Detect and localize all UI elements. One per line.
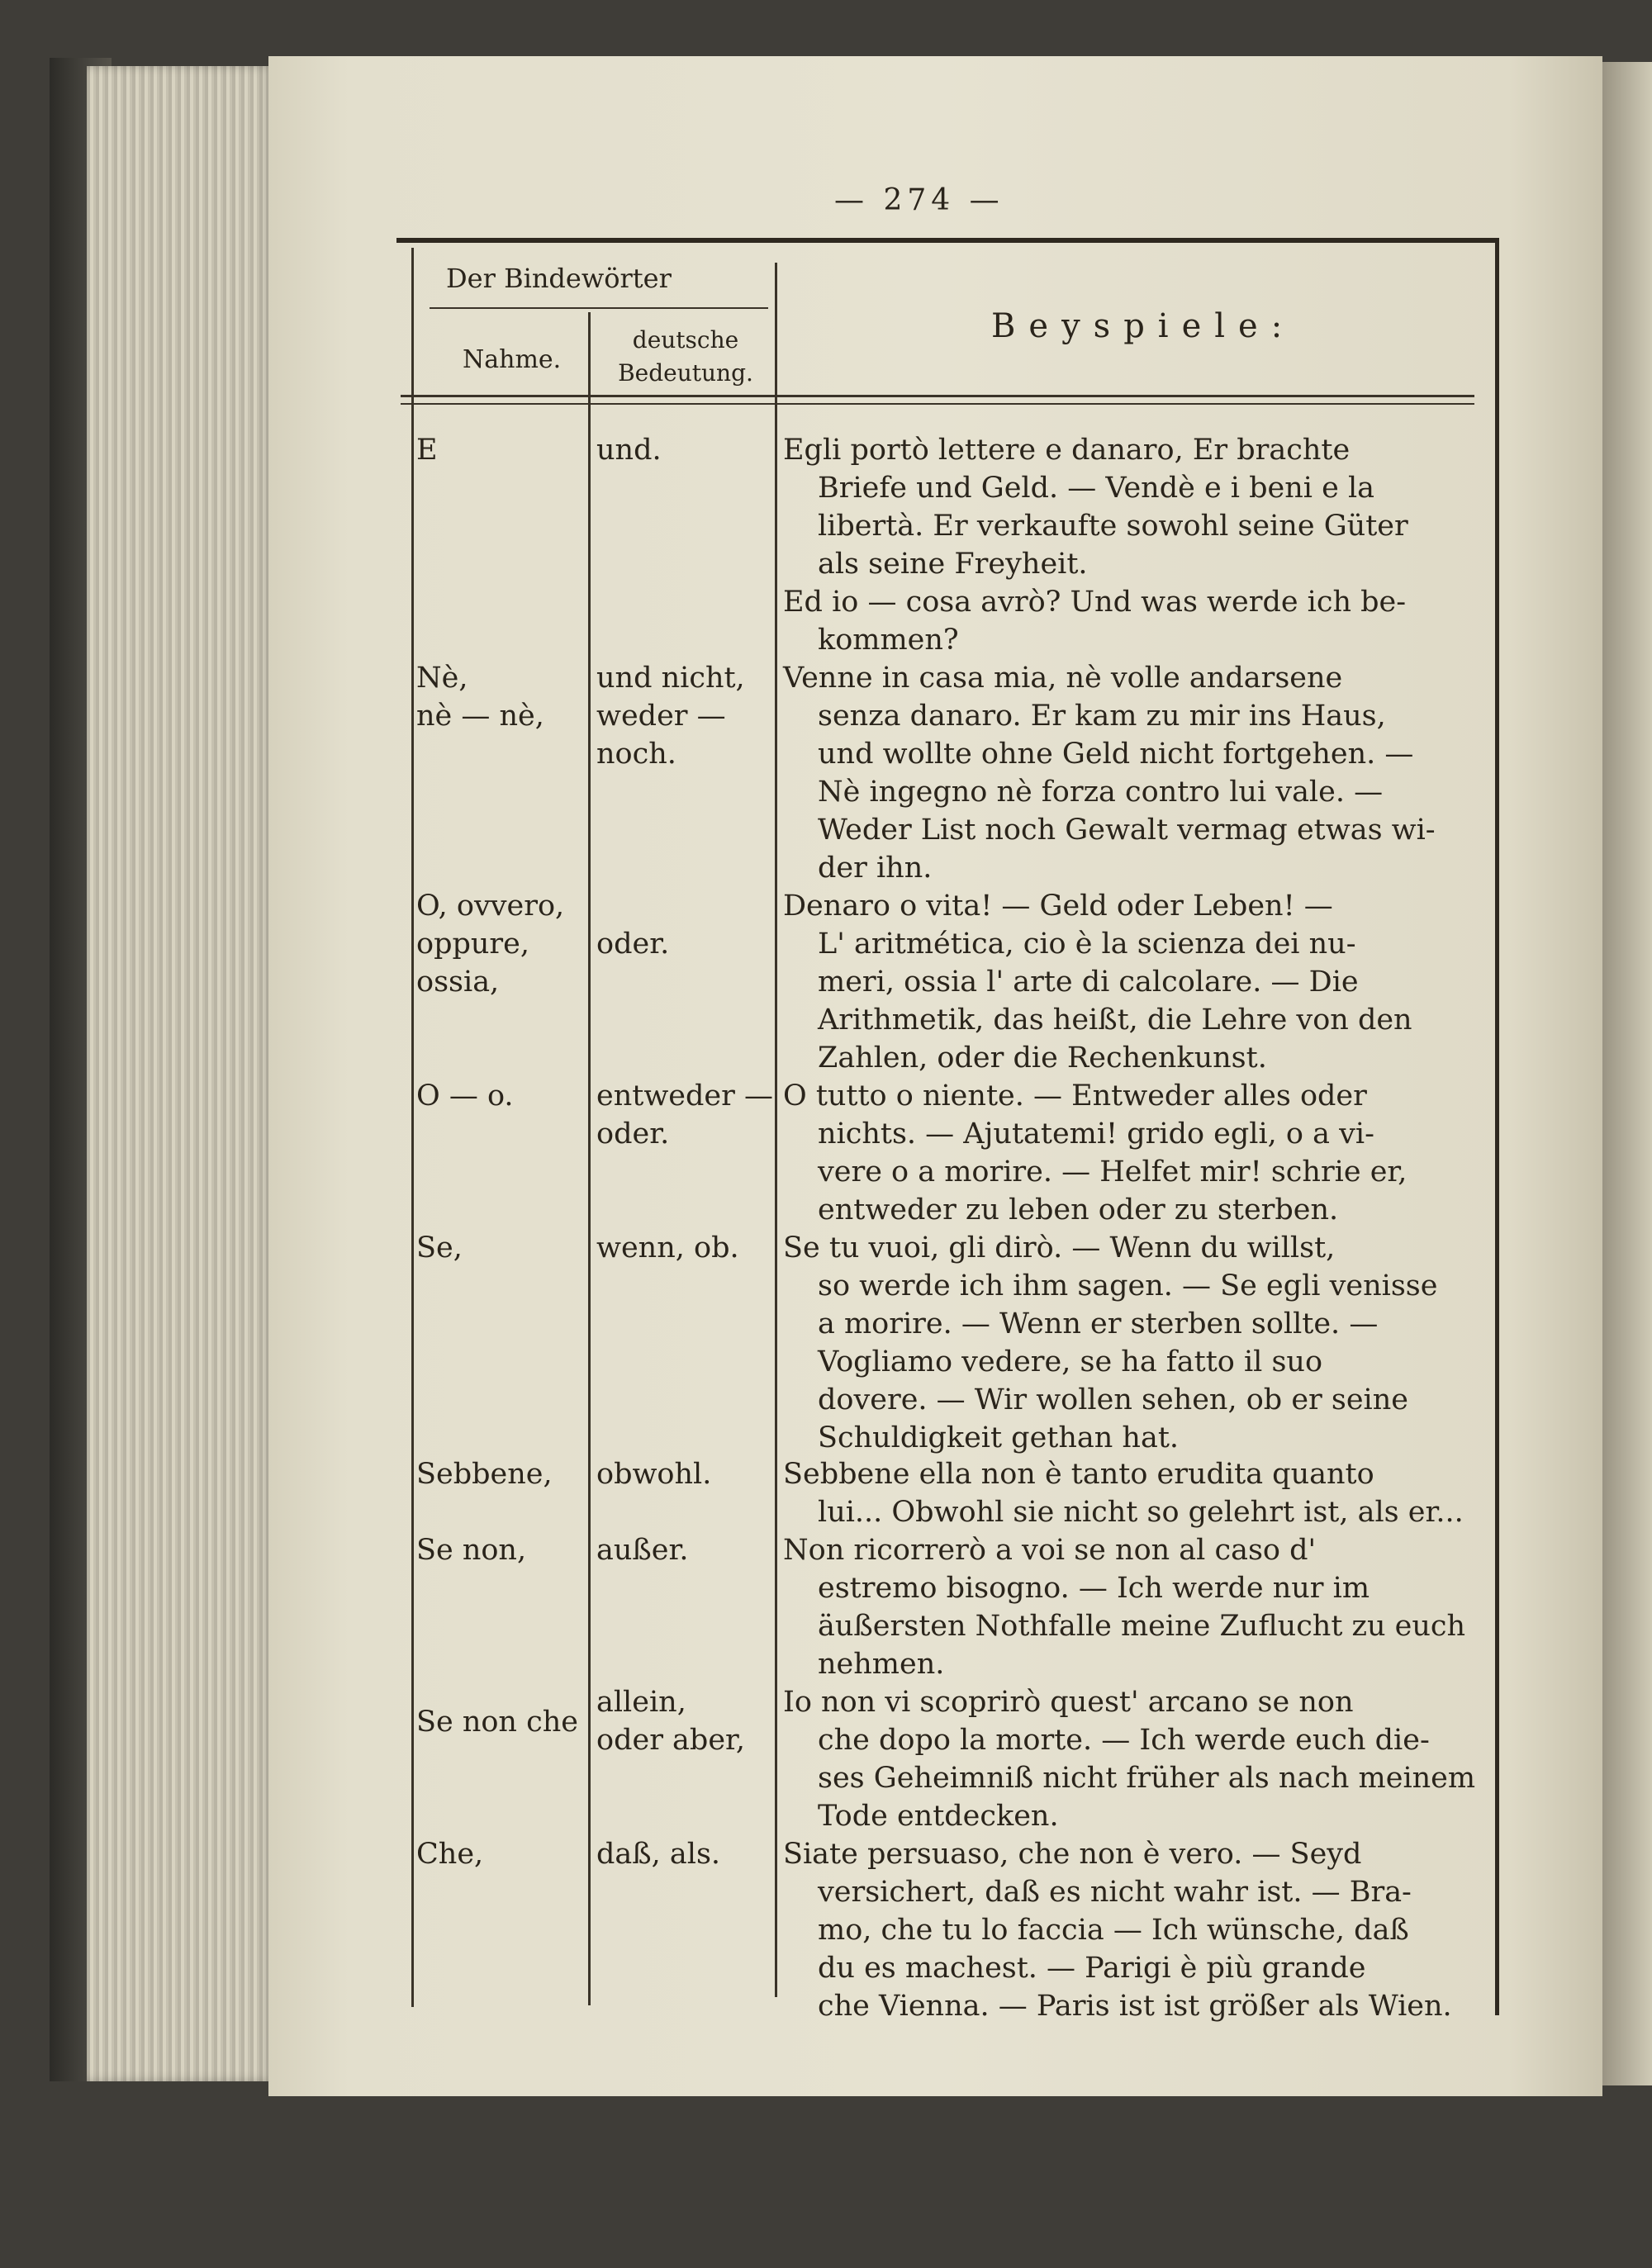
- row-examples: [783, 659, 1436, 887]
- example-line: so werde ich ihm sagen. — Se egli venisse: [818, 1269, 1438, 1302]
- example-line: Weder List noch Gewalt vermag etwas wi-: [818, 814, 1436, 847]
- example-line: Arithmetik, das heißt, die Lehre von den: [818, 1004, 1412, 1037]
- row-examples: [783, 431, 1408, 659]
- row-name-line: E: [416, 434, 438, 467]
- header-group-rule: [430, 307, 768, 309]
- row-meaning: [596, 1683, 745, 1759]
- row-examples: [783, 1455, 1464, 1531]
- row-meaning-line: allein,: [596, 1686, 686, 1719]
- row-meaning: [596, 431, 662, 469]
- column-rule-meaning: [775, 263, 777, 1997]
- row-meaning-line: oder aber,: [596, 1724, 746, 1757]
- row-name: [416, 1703, 578, 1741]
- row-examples: [783, 1683, 1475, 1835]
- example-line: Se tu vuoi, gli dirò. — Wenn du willst,: [783, 1231, 1336, 1264]
- row-meaning: [596, 1455, 711, 1493]
- example-line: Siate persuaso, che non è vero. — Seyd: [783, 1838, 1362, 1871]
- row-name-line: Se non,: [416, 1534, 527, 1567]
- example-line: senza danaro. Er kam zu mir ins Haus,: [818, 700, 1386, 733]
- example-line: che Vienna. — Paris ist ist größer als Wien.: [818, 1990, 1452, 2023]
- example-line: Ed io — cosa avrò? Und was werde ich be-: [783, 586, 1407, 619]
- example-line: Tode entdecken.: [818, 1800, 1059, 1833]
- row-examples: [783, 1077, 1407, 1229]
- example-line: Io non vi scoprirò quest' arcano se non: [783, 1686, 1354, 1719]
- row-name: [416, 1077, 514, 1115]
- row-name-line: Nè,: [416, 662, 468, 695]
- row-name: [416, 659, 544, 735]
- row-meaning-line: wenn, ob.: [596, 1231, 739, 1264]
- example-line: Briefe und Geld. — Vendè e i beni e la: [818, 472, 1375, 505]
- example-line: Sebbene ella non è tanto erudita quanto: [783, 1458, 1374, 1491]
- row-examples: [783, 887, 1412, 1077]
- example-line: und wollte ohne Geld nicht fortgehen. —: [818, 738, 1414, 771]
- example-line: Denaro o vita! — Geld oder Leben! —: [783, 890, 1333, 923]
- row-name: [416, 431, 438, 469]
- header-col-examples: Beyspiele:: [991, 307, 1296, 345]
- column-rule-name: [588, 312, 591, 2005]
- example-line: libertà. Er verkaufte sowohl seine Güter: [818, 510, 1408, 543]
- example-line: Nè ingegno nè forza contro lui vale. —: [818, 776, 1384, 809]
- row-meaning-line: außer.: [596, 1534, 689, 1567]
- example-line: Venne in casa mia, nè volle andarsene: [783, 662, 1343, 695]
- example-line: vere o a morire. — Helfet mir! schrie er,: [818, 1155, 1408, 1189]
- row-meaning: [596, 1229, 739, 1267]
- example-line: Egli portò lettere e danaro, Er brachte: [783, 434, 1351, 467]
- row-meaning: [596, 1077, 773, 1153]
- header-col-meaning: [611, 324, 760, 390]
- row-meaning-line: und.: [596, 434, 662, 467]
- example-line: als seine Freyheit.: [818, 548, 1088, 581]
- row-meaning: [596, 1835, 720, 1873]
- example-line: mo, che tu lo faccia — Ich wünsche, daß: [818, 1914, 1409, 1947]
- example-line: ses Geheimniß nicht früher als nach meinem: [818, 1762, 1476, 1795]
- row-name-line: nè — nè,: [416, 700, 544, 733]
- row-name-line: O — o.: [416, 1079, 514, 1113]
- row-name-line: Se non che: [416, 1706, 578, 1739]
- row-examples: [783, 1531, 1465, 1683]
- example-line: Non ricorrerò a voi se non al caso d': [783, 1534, 1317, 1567]
- row-meaning-line: daß, als.: [596, 1838, 721, 1871]
- row-name-line: Se,: [416, 1231, 463, 1264]
- example-line: meri, ossia l' arte di calcolare. — Die: [818, 966, 1359, 999]
- column-rule-left: [411, 248, 414, 2007]
- example-line: Schuldigkeit gethan hat.: [818, 1421, 1180, 1454]
- row-name-line: oppure,: [416, 928, 529, 961]
- header-separator: [401, 395, 1474, 397]
- facing-page-edge: [1602, 62, 1652, 2085]
- row-meaning-line: noch.: [596, 738, 676, 771]
- page-number: — 274 —: [834, 183, 1004, 217]
- example-line: Vogliamo vedere, se ha fatto il suo: [818, 1345, 1323, 1378]
- row-meaning-line: weder —: [596, 700, 726, 733]
- row-name-line: Che,: [416, 1838, 484, 1871]
- row-examples: [783, 1835, 1452, 2025]
- example-line: du es machest. — Parigi è più grande: [818, 1952, 1366, 1985]
- row-examples: [783, 1229, 1437, 1457]
- example-line: che dopo la morte. — Ich werde euch die-: [818, 1724, 1430, 1757]
- example-line: kommen?: [818, 624, 959, 657]
- example-line: versichert, daß es nicht wahr ist. — Bra-: [818, 1876, 1412, 1909]
- example-line: der ihn.: [818, 852, 933, 885]
- row-name-line: ossia,: [416, 966, 500, 999]
- example-line: nichts. — Ajutatemi! grido egli, o a vi-: [818, 1117, 1374, 1151]
- example-line: dovere. — Wir wollen sehen, ob er seine: [818, 1383, 1409, 1416]
- example-line: a morire. — Wenn er sterben sollte. —: [818, 1307, 1379, 1340]
- row-meaning-line: oder.: [596, 1117, 670, 1151]
- row-name: [416, 1229, 463, 1267]
- row-name: [416, 1531, 526, 1569]
- header-separator-double: [401, 403, 1474, 405]
- row-name: [416, 887, 564, 1001]
- row-meaning: [596, 659, 745, 773]
- row-meaning-line: oder.: [596, 928, 670, 961]
- example-line: estremo bisogno. — Ich werde nur im: [818, 1572, 1370, 1605]
- example-line: äußersten Nothfalle meine Zuflucht zu euch: [818, 1610, 1466, 1643]
- example-line: entweder zu leben oder zu sterben.: [818, 1193, 1339, 1227]
- header-col-meaning-line: deutsche: [632, 326, 739, 353]
- page-edges: [87, 66, 273, 2081]
- row-meaning-line: und nicht,: [596, 662, 745, 695]
- row-name: [416, 1835, 483, 1873]
- row-meaning: [596, 1531, 689, 1569]
- example-line: Zahlen, oder die Rechenkunst.: [818, 1041, 1267, 1075]
- header-group-title: Der Bindewörter: [446, 263, 672, 294]
- row-meaning-line: obwohl.: [596, 1458, 712, 1491]
- example-line: L' aritmética, cio è la scienza dei nu-: [818, 928, 1356, 961]
- example-line: O tutto o niente. — Entweder alles oder: [783, 1079, 1367, 1113]
- row-name-line: O, ovvero,: [416, 890, 565, 923]
- row-meaning-line: entweder —: [596, 1079, 773, 1113]
- row-name: [416, 1455, 553, 1493]
- header-col-meaning-line: Bedeutung.: [618, 359, 753, 387]
- example-line: nehmen.: [818, 1648, 945, 1681]
- example-line: lui... Obwohl sie nicht so gelehrt ist, als er...: [818, 1496, 1464, 1529]
- row-name-line: Sebbene,: [416, 1458, 553, 1491]
- header-col-name: Nahme.: [463, 345, 562, 374]
- row-meaning: [596, 925, 669, 963]
